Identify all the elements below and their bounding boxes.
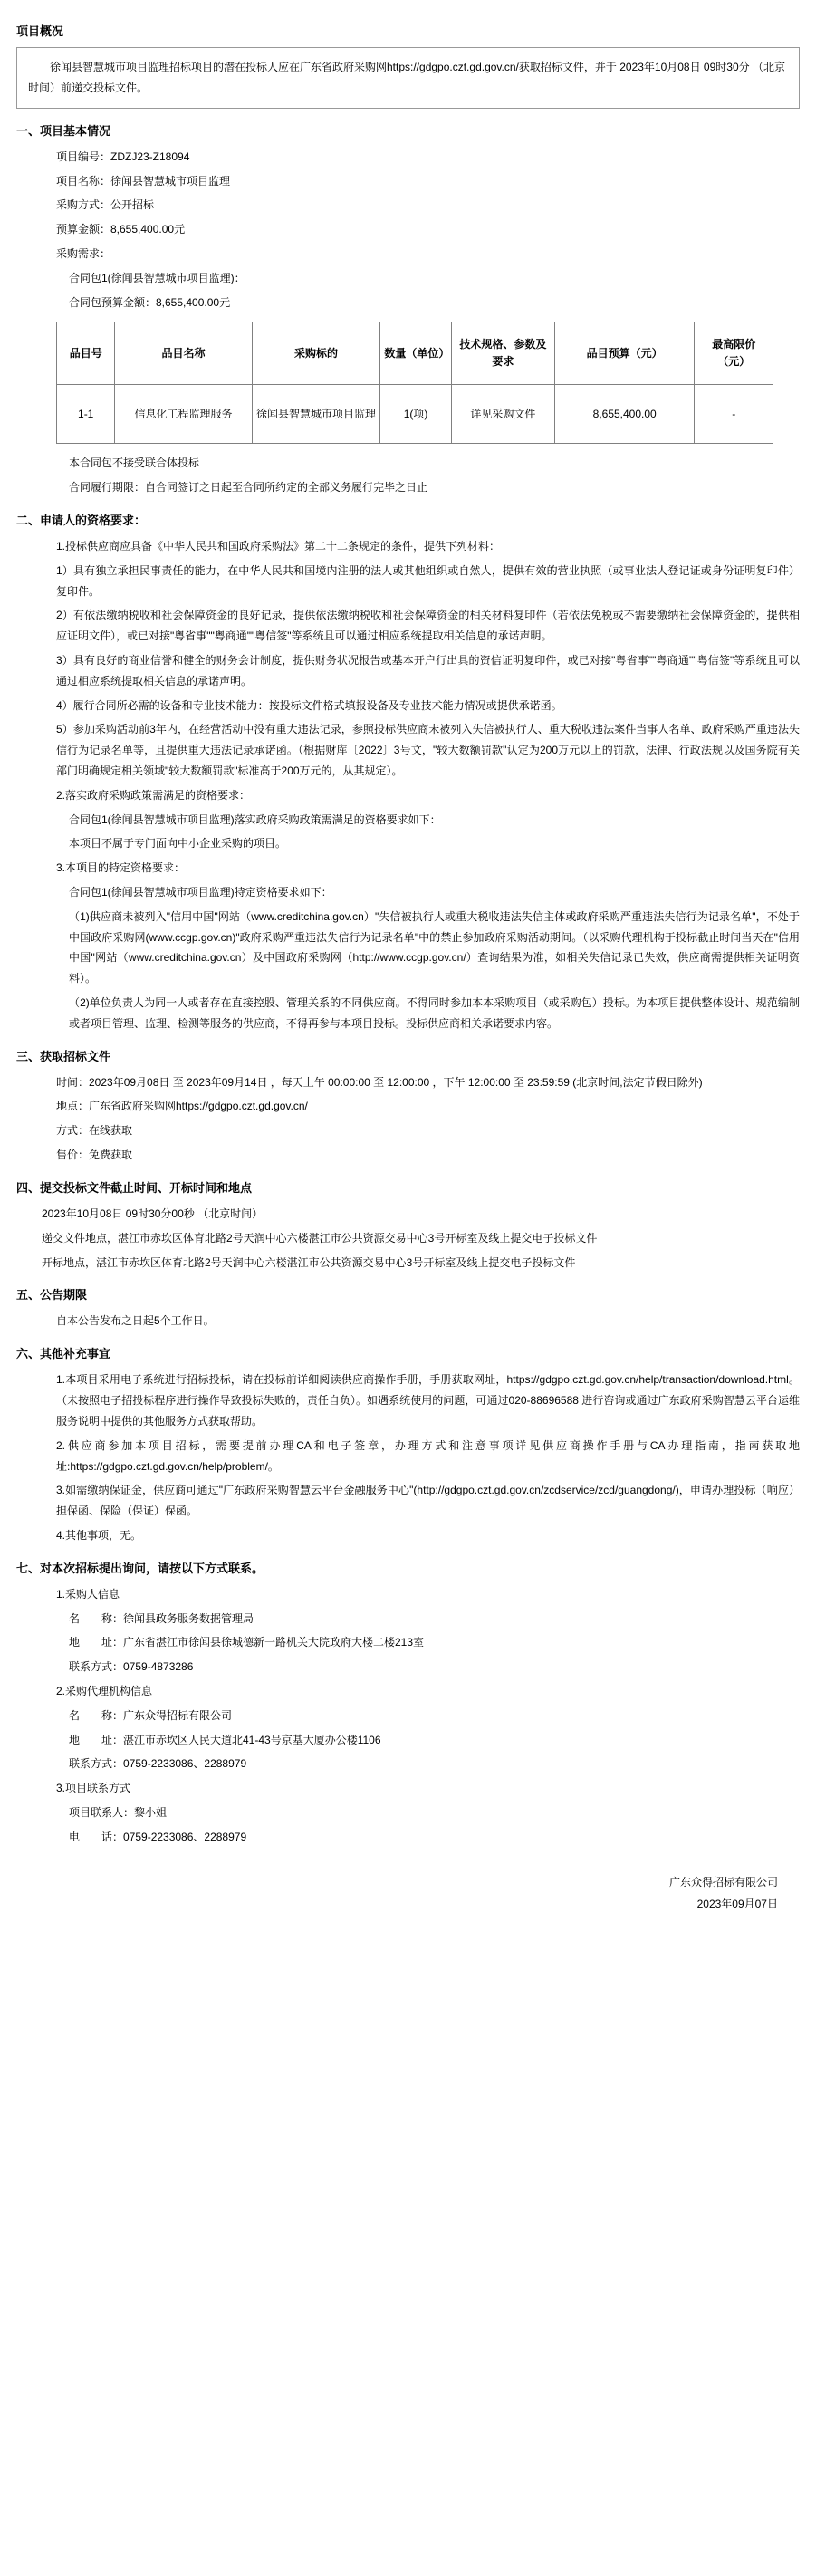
basic-item-budget: 预算金额：8,655,400.00元	[56, 223, 186, 236]
package-title: 合同包1(徐闻县智慧城市项目监理)：	[69, 271, 245, 284]
documents-price: 售价：免费获取	[56, 1149, 133, 1162]
qualification-item-1-1: 1）具有独立承担民事责任的能力，在中华人民共和国境内注册的法人或其他组织或自然人，提供有效的营业执照（或事业法人登记证或身份证明复印件）复印件。	[56, 563, 800, 598]
overview-paragraph: 徐闻县智慧城市项目监理招标项目的潜在投标人应在广东省政府采购网https://gdgpo.czt.gd.gov.cn/获取招标文件，并于 2023年10月08日 09时30分 （北京时间）前递交投标文件。	[28, 61, 785, 94]
cell-target: 徐闻县智慧城市项目监理	[252, 385, 380, 444]
qualification-package-policy: 合同包1(徐闻县智慧城市项目监理)落实政府采购政策需满足的资格要求如下：	[69, 812, 441, 826]
overview-title: 项目概况	[16, 24, 64, 38]
cell-qty: 1(项)	[380, 385, 451, 444]
table-header-no: 品目号	[57, 322, 115, 385]
contact-group-heading-project: 3.项目联系方式	[56, 1782, 131, 1795]
purchaser-name: 名 称：徐闻县政务服务数据管理局	[69, 1611, 254, 1625]
section-title-period: 五、公告期限	[16, 1288, 88, 1302]
project-contact-person: 项目联系人：黎小姐	[69, 1805, 168, 1819]
contact-group-heading-purchaser: 1.采购人信息	[56, 1587, 120, 1600]
agency-phone: 联系方式：0759-2233086、2288979	[69, 1757, 247, 1771]
footer	[16, 1871, 800, 1915]
supplement-item-3: 3.如需缴纳保证金，供应商可通过"广东政府采购智慧云平台金融服务中心"(http://gdgpo.czt.gd.gov.cn/zcdservice/zcd/guangdong/)，申请办理投标（响应）担保函、保险（保证）保函。	[56, 1484, 800, 1518]
section-title-contact: 七、对本次招标提出询问，请按以下方式联系。	[16, 1561, 264, 1575]
contact-group-heading-agency: 2.采购代理机构信息	[56, 1684, 153, 1697]
section-title-submission: 四、提交投标文件截止时间、开标时间和地点	[16, 1180, 253, 1195]
purchaser-address: 地 址：广东省湛江市徐闻县徐城德新一路机关大院政府大楼二楼213室	[69, 1636, 425, 1649]
qualification-specific-1: （1)供应商未被列入"信用中国"网站（www.creditchina.gov.cn）"失信被执行人或重大税收违法失信主体或政府采购严重违法失信行为记录名单"，不处于中国政府采购网(www.ccgp.gov.cn)"政府采购严重违法失信行为记录名单"中的禁止参加政府采购活动期间。（以采购代理机构于投标截止时间当天在"信用中国"网站（www.creditchina.gov.cn）及中国政府采购网（http://www.ccgp.gov.cn/）查询结果为准，如相关失信记录已失效，供应商需提供相关证明资料）。	[69, 909, 800, 985]
cell-name: 信息化工程监理服务	[115, 385, 252, 444]
documents-method: 方式：在线获取	[56, 1124, 133, 1138]
project-contact-phone: 电 话：0759-2233086、2288979	[69, 1830, 247, 1843]
documents-place: 地点：广东省政府采购网https://gdgpo.czt.gd.gov.cn/	[56, 1100, 308, 1113]
submission-place: 递交文件地点，湛江市赤坎区体育北路2号天润中心六楼湛江市公共资源交易中心3号开标室及线上提交电子投标文件	[42, 1231, 598, 1245]
basic-note-period: 合同履行期限：自合同签订之日起至合同所约定的全部义务履行完毕之日止	[69, 481, 428, 495]
table-header-spec: 技术规格、参数及要求	[451, 322, 554, 385]
basic-item-name: 项目名称：徐闻县智慧城市项目监理	[56, 174, 231, 187]
documents-time: 时间：2023年09月08日 至 2023年09月14日 ，每天上午 00:00:00 至 12:00:00 ，下午 12:00:00 至 23:59:59 (北京时间,法定节假日除外)	[56, 1075, 703, 1089]
basic-note-consortium: 本合同包不接受联合体投标	[69, 457, 200, 470]
package-budget: 合同包预算金额：8,655,400.00元	[69, 295, 231, 309]
table-header-name: 品目名称	[115, 322, 252, 385]
section-title-supplement: 六、其他补充事宜	[16, 1347, 111, 1361]
submission-deadline: 2023年10月08日 09时30分00秒 （北京时间）	[42, 1206, 264, 1220]
qualification-item-2: 2.落实政府采购政策需满足的资格要求：	[56, 788, 251, 802]
period-text: 自本公告发布之日起5个工作日。	[56, 1314, 215, 1328]
table-header-target: 采购标的	[252, 322, 380, 385]
goods-table	[56, 322, 773, 444]
cell-no: 1-1	[57, 385, 115, 444]
table-row	[57, 385, 773, 444]
section-title-documents: 三、获取招标文件	[16, 1049, 111, 1063]
cell-max: -	[695, 385, 773, 444]
opening-place: 开标地点，湛江市赤坎区体育北路2号天润中心六楼湛江市公共资源交易中心3号开标室及线上提交电子投标文件	[42, 1255, 576, 1269]
agency-name: 名 称：广东众得招标有限公司	[69, 1708, 233, 1722]
qualification-item-1-4: 4）履行合同所必需的设备和专业技术能力：按投标文件格式填报设备及专业技术能力情况或提供承诺函。	[56, 698, 562, 712]
basic-item-method: 采购方式：公开招标	[56, 198, 155, 212]
qualification-policy-note: 本项目不属于专门面向中小企业采购的项目。	[69, 837, 287, 851]
qualification-package-specific: 合同包1(徐闻县智慧城市项目监理)特定资格要求如下：	[69, 886, 332, 899]
qualification-item-1-3: 3）具有良好的商业信誉和健全的财务会计制度，提供财务状况报告或基本开户行出具的资信证明复印件，或已对接"粤省事""粤商通""粤信签"等系统且可以通过相应系统提取相关信息的承诺声明。	[56, 654, 800, 687]
table-header-row	[57, 322, 773, 385]
table-header-max: 最高限价（元）	[695, 322, 773, 385]
overview-box	[16, 47, 800, 109]
qualification-item-1: 1.投标供应商应具备《中华人民共和国政府采购法》第二十二条规定的条件，提供下列材料：	[56, 540, 501, 553]
basic-item-demand: 采购需求：	[56, 246, 111, 260]
footer-company: 广东众得招标有限公司	[668, 1875, 778, 1889]
supplement-item-4: 4.其他事项，无。	[56, 1528, 142, 1542]
supplement-item-2: 2.供应商参加本项目招标，需要提前办理CA和电子签章，办理方式和注意事项详见供应商操作手册与CA办理指南，指南获取地址:https://gdgpo.czt.gd.gov.cn/help/problem/。	[56, 1438, 800, 1473]
basic-item-number: 项目编号：ZDZJ23-Z18094	[56, 149, 190, 163]
table-header-qty: 数量（单位）	[380, 322, 451, 385]
section-title-basic: 一、项目基本情况	[16, 123, 111, 138]
supplement-item-1: 1.本项目采用电子系统进行招标投标，请在投标前详细阅读供应商操作手册，手册获取网址，https://gdgpo.czt.gd.gov.cn/help/transaction/download.html。（未按照电子招投标程序进行操作导致投标失败的，责任自负）。如遇系统使用的问题，可通过020-88696588 进行咨询或通过广东政府采购智慧云平台运维服务说明中提供的其他服务方式获取帮助。	[56, 1373, 800, 1427]
purchaser-phone: 联系方式：0759-4873286	[69, 1660, 194, 1674]
qualification-item-1-5: 5）参加采购活动前3年内，在经营活动中没有重大违法记录，参照投标供应商未被列入失信被执行人、重大税收违法案件当事人名单、政府采购严重违法失信行为记录名单等，且提供重大违法记录承诺函。（根据财库〔2022〕3号文，"较大数额罚款"认定为200万元以上的罚款，法律、行政法规以及国务院有关部门明确规定相关领域"较大数额罚款"标准高于200万元的，从其规定）。	[56, 723, 800, 778]
table-header-budget: 品目预算（元）	[554, 322, 694, 385]
agency-address: 地 址：湛江市赤坎区人民大道北41-43号京基大厦办公楼1106	[69, 1733, 381, 1746]
cell-budget: 8,655,400.00	[554, 385, 694, 444]
section-title-qualification: 二、申请人的资格要求：	[16, 513, 147, 527]
footer-date: 2023年09月07日	[696, 1897, 778, 1910]
qualification-item-3: 3.本项目的特定资格要求：	[56, 861, 186, 875]
cell-spec: 详见采购文件	[451, 385, 554, 444]
qualification-specific-2: （2)单位负责人为同一人或者存在直接控股、管理关系的不同供应商。不得同时参加本本采购项目（或采购包）投标。为本项目提供整体设计、规范编制或者项目管理、监理、检测等服务的供应商，不得再参与本项目投标。投标供应商相关承诺要求内容。	[69, 995, 800, 1030]
qualification-item-1-2: 2）有依法缴纳税收和社会保障资金的良好记录，提供依法缴纳税收和社会保障资金的相关材料复印件（若依法免税或不需要缴纳社会保障资金的，提供相应证明文件），或已对接"粤省事""粤商通""粤信签"等系统且可以通过相应系统提取相关信息的承诺声明。	[56, 609, 800, 643]
